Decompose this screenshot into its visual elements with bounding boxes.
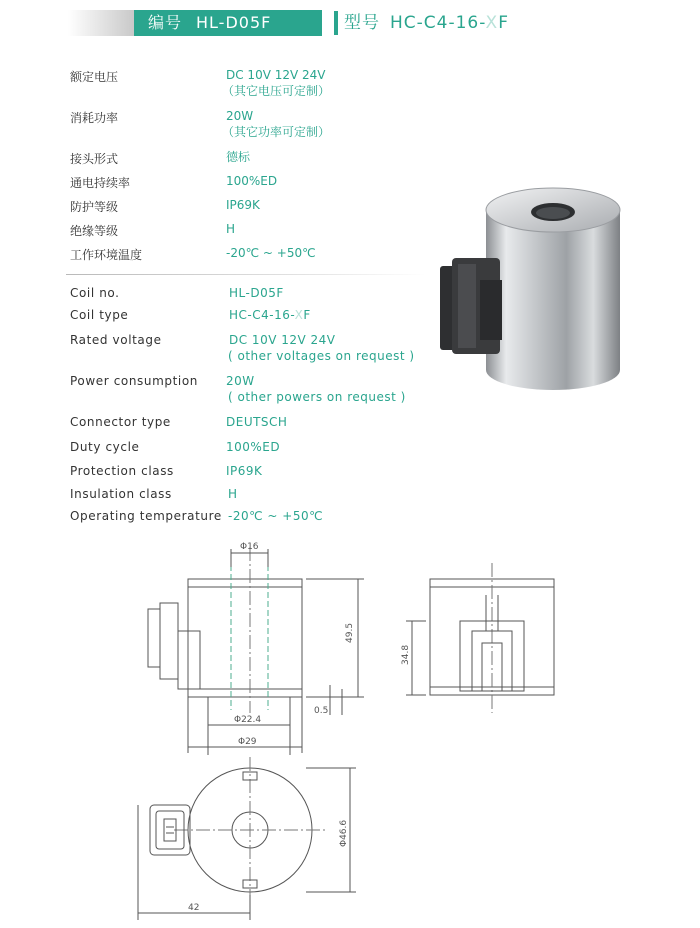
spec-cn-label: 通电持续率 bbox=[70, 176, 131, 190]
header-type-label: 型号 bbox=[344, 13, 380, 33]
front-view-body bbox=[188, 579, 302, 697]
spec-cn-value: IP69K bbox=[226, 198, 260, 212]
technical-drawing bbox=[130, 535, 580, 925]
spec-en-note: ( other powers on request ) bbox=[228, 390, 406, 404]
spec-en-value: 20W bbox=[226, 374, 255, 388]
spec-en-label: Rated voltage bbox=[70, 333, 162, 347]
dim-outer: Φ46.6 bbox=[339, 819, 349, 847]
spec-en-label: Protection class bbox=[70, 464, 174, 478]
header-type-main: HC-C4-16- bbox=[390, 13, 486, 33]
spec-en-value bbox=[229, 308, 311, 323]
spec-en-value: -20℃ ~ +50℃ bbox=[228, 509, 324, 523]
spec-cn-value: DC 10V 12V 24V bbox=[226, 68, 326, 82]
header-type-end: F bbox=[498, 13, 509, 33]
header-grey-block bbox=[68, 10, 134, 36]
spec-en-value: DC 10V 12V 24V bbox=[229, 333, 336, 347]
spec-cn-value: 德标 bbox=[226, 150, 251, 164]
coil-type-end: F bbox=[303, 308, 311, 322]
header-code: HL-D05F bbox=[196, 13, 272, 32]
dim-gap: 0.5 bbox=[314, 706, 329, 716]
spec-cn-note: （其它功率可定制） bbox=[222, 125, 331, 139]
header-type bbox=[344, 10, 509, 36]
header-type-faint: X bbox=[485, 13, 499, 33]
dim-base: Φ22.4 bbox=[234, 715, 262, 725]
spec-cn-label: 接头形式 bbox=[70, 152, 119, 166]
spec-cn-label: 额定电压 bbox=[70, 70, 119, 84]
spec-en-label: Duty cycle bbox=[70, 440, 140, 454]
product-photo bbox=[428, 180, 648, 400]
dim-bore: Φ16 bbox=[240, 542, 259, 552]
section-divider bbox=[66, 274, 426, 275]
spec-en-label: Coil no. bbox=[70, 286, 120, 300]
spec-cn-value: 20W bbox=[226, 109, 254, 123]
spec-en-label: Insulation class bbox=[70, 487, 172, 501]
coil-type-faint: X bbox=[294, 308, 304, 322]
spec-en-note: ( other voltages on request ) bbox=[228, 349, 415, 363]
spec-en-value: DEUTSCH bbox=[226, 415, 288, 429]
spec-en-label: Operating temperature bbox=[70, 509, 222, 523]
spec-en-value: 100%ED bbox=[226, 440, 281, 454]
spec-en-value: HL-D05F bbox=[229, 286, 284, 300]
spec-en-label: Coil type bbox=[70, 308, 129, 322]
spec-cn-value: H bbox=[226, 222, 236, 236]
spec-en-value: IP69K bbox=[226, 464, 263, 478]
dim-connector: 42 bbox=[188, 903, 200, 913]
header-code-badge bbox=[134, 10, 322, 36]
spec-cn-label: 绝缘等级 bbox=[70, 224, 119, 238]
spec-cn-label: 防护等级 bbox=[70, 200, 119, 214]
header-accent-bar bbox=[334, 11, 338, 35]
dim-height: 49.5 bbox=[345, 622, 355, 643]
spec-en-label: Power consumption bbox=[70, 374, 198, 388]
header-badge-label: 编号 bbox=[148, 13, 183, 32]
spec-cn-label: 工作环境温度 bbox=[70, 248, 143, 262]
spec-cn-label: 消耗功率 bbox=[70, 111, 119, 125]
spec-cn-value: -20℃ ~ +50℃ bbox=[226, 246, 316, 260]
dim-width: Φ29 bbox=[238, 737, 257, 747]
spec-cn-note: （其它电压可定制） bbox=[222, 84, 331, 98]
dim-side-height: 34.8 bbox=[401, 644, 411, 665]
spec-en-label: Connector type bbox=[70, 415, 171, 429]
spec-cn-value: 100%ED bbox=[226, 174, 278, 188]
spec-en-value: H bbox=[228, 487, 238, 501]
coil-type-main: HC-C4-16- bbox=[229, 308, 295, 322]
